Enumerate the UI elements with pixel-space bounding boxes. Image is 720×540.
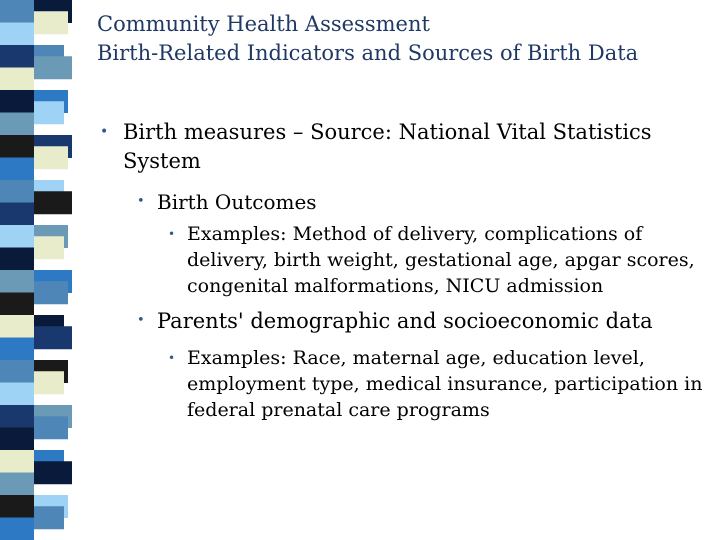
stripe-tile xyxy=(0,495,34,518)
stripe-tile xyxy=(0,405,34,428)
bullet-birth-measures xyxy=(100,118,683,176)
stripe-tile xyxy=(0,158,34,181)
bullet-text: Parents' demographic and socioeconomic data xyxy=(157,309,653,333)
bullet-dot-icon: • xyxy=(100,124,109,140)
bullet-parents-data xyxy=(137,307,653,335)
bullet-parents-examples xyxy=(168,345,707,423)
bullet-dot-icon: • xyxy=(168,351,176,365)
stripe-tile xyxy=(34,326,72,349)
stripe-tile xyxy=(0,293,34,316)
stripe-tile xyxy=(0,248,34,271)
stripe-tile xyxy=(0,203,34,226)
decorative-side-stripe xyxy=(0,0,72,540)
stripe-tile xyxy=(34,371,64,394)
stripe-tile xyxy=(0,473,34,496)
stripe-tile xyxy=(0,180,34,203)
bullet-text: Birth measures – Source: National Vital Statistics System xyxy=(123,120,652,173)
stripe-tile xyxy=(34,281,68,304)
stripe-tile xyxy=(34,506,64,529)
stripe-tile xyxy=(0,0,34,23)
stripe-tile xyxy=(34,11,68,34)
bullet-dot-icon: • xyxy=(168,227,176,241)
stripe-tile xyxy=(34,236,64,259)
stripe-tile xyxy=(0,360,34,383)
bullet-outcome-examples xyxy=(168,221,707,299)
stripe-tile xyxy=(0,270,34,293)
stripe-tile xyxy=(0,338,34,361)
stripe-tile xyxy=(34,416,68,439)
stripe-tile xyxy=(34,461,72,484)
stripe-tile xyxy=(34,56,72,79)
bullet-text: Birth Outcomes xyxy=(157,190,317,214)
stripe-tile xyxy=(0,315,34,338)
bullet-dot-icon: • xyxy=(137,313,145,328)
bullet-birth-outcomes xyxy=(137,188,317,216)
slide-title xyxy=(97,10,638,68)
stripe-tile xyxy=(0,45,34,68)
stripe-tile xyxy=(34,146,68,169)
title-line-1: Community Health Assessment xyxy=(97,12,430,36)
stripe-tile xyxy=(0,225,34,248)
stripe-tile xyxy=(0,23,34,46)
stripe-tile xyxy=(0,90,34,113)
stripe-tile xyxy=(0,428,34,451)
stripe-tile xyxy=(0,383,34,406)
stripe-tile xyxy=(0,113,34,136)
bullet-text: Examples: Race, maternal age, education level, employment type, medical insurance, participation in federal prenatal care programs xyxy=(187,347,703,421)
stripe-tile xyxy=(0,68,34,91)
stripe-tile xyxy=(0,135,34,158)
stripe-tile xyxy=(0,450,34,473)
bullet-dot-icon: • xyxy=(137,194,145,209)
stripe-tile xyxy=(0,518,34,540)
stripe-tile xyxy=(34,101,64,124)
title-line-2: Birth-Related Indicators and Sources of Birth Data xyxy=(97,41,639,65)
bullet-text: Examples: Method of delivery, complications of delivery, birth weight, gestational age, apgar scores, congenital malformations, NICU admission xyxy=(187,223,695,297)
stripe-tile xyxy=(34,191,72,214)
